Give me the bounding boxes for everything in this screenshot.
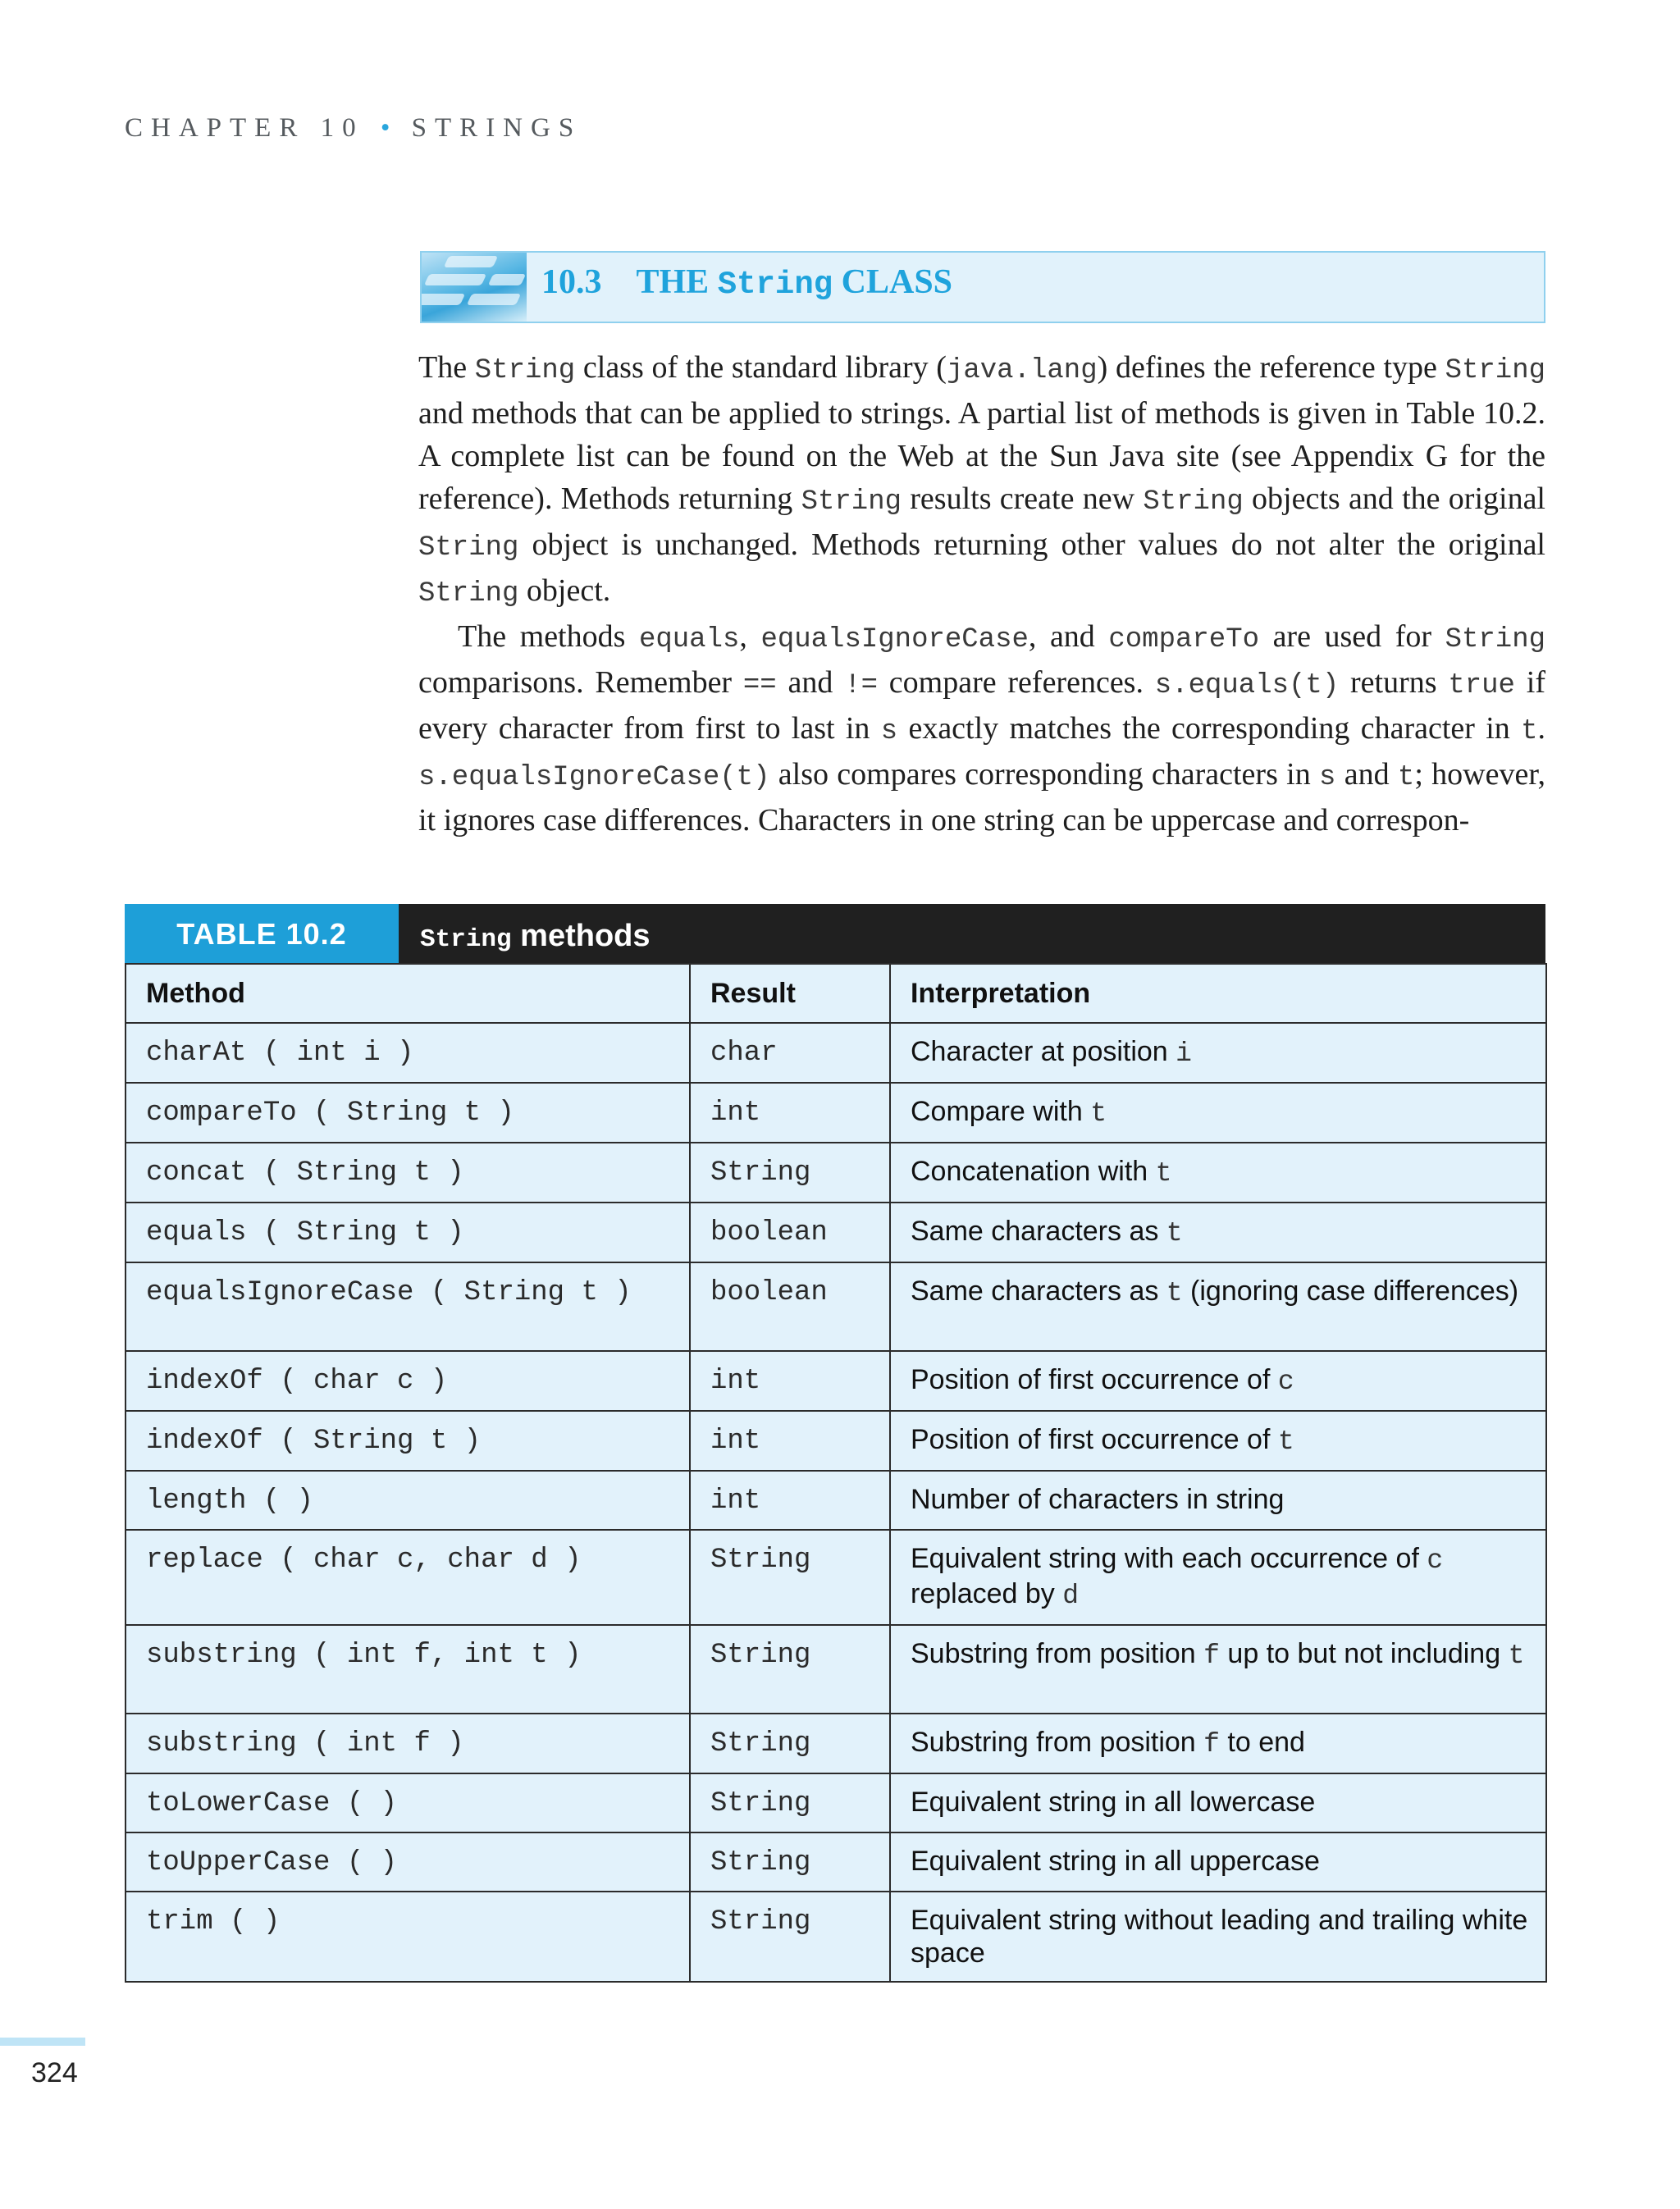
table-row (126, 1143, 1546, 1203)
inline-code: s (880, 716, 898, 747)
method-cell: length ( ) (126, 1471, 690, 1530)
table-row (126, 1773, 1546, 1832)
inline-code: String (1143, 486, 1244, 518)
text-run: to end (1219, 1727, 1305, 1758)
running-header (125, 113, 582, 144)
inline-code: t (1155, 1158, 1172, 1189)
table-header-row (126, 964, 1546, 1023)
inline-code: t (1166, 1278, 1183, 1308)
table-row (126, 1083, 1546, 1143)
page-number: 324 (31, 2057, 78, 2088)
inline-code: f (1203, 1641, 1220, 1671)
table-row (126, 1351, 1546, 1411)
text-run: Compare with (911, 1096, 1091, 1127)
inline-code: true (1448, 670, 1515, 701)
text-run: Same characters as (911, 1276, 1166, 1307)
inline-code: String (1445, 624, 1545, 655)
method-cell: indexOf ( char c ) (126, 1351, 690, 1411)
text-run: exactly matches the corresponding character in (897, 711, 1522, 746)
text-run: and methods that can be applied to strings. A partial list of methods is given in Table 10.2. A complete list can be found on the Web at the Sun Java site (see Appendix G for the reference). Methods returning (418, 396, 1545, 516)
table-title-text: methods (511, 919, 651, 953)
interpretation-cell (890, 1471, 1546, 1530)
text-run: compare references. (877, 665, 1155, 700)
table-row (126, 1892, 1546, 1982)
result-cell: String (690, 1625, 890, 1714)
inline-code: java.lang (946, 355, 1098, 386)
result-cell: String (690, 1773, 890, 1832)
interpretation-cell (890, 1625, 1546, 1714)
section-banner (420, 251, 1545, 323)
text-run: up to but not including (1219, 1638, 1509, 1669)
body-text (418, 346, 1545, 842)
inline-code: s (1319, 762, 1336, 793)
table-row (126, 1530, 1546, 1625)
table-row (126, 1832, 1546, 1892)
result-cell: int (690, 1083, 890, 1143)
inline-code: compareTo (1108, 624, 1260, 655)
table-row (126, 1411, 1546, 1471)
method-cell: charAt ( int i ) (126, 1023, 690, 1083)
text-run: Equivalent string in all uppercase (911, 1846, 1320, 1877)
method-cell: equals ( String t ) (126, 1203, 690, 1262)
inline-code: t (1277, 1426, 1294, 1457)
interpretation-cell (890, 1832, 1546, 1892)
interpretation-cell (890, 1773, 1546, 1832)
inline-code: s.equalsIgnoreCase(t) (418, 762, 770, 793)
text-run: ) defines the reference type (1097, 350, 1445, 385)
method-cell: indexOf ( String t ) (126, 1411, 690, 1471)
text-run: ; however, it ignores case differences. Characters in one string can be uppercase and correspon- (418, 757, 1545, 838)
text-run: are used for (1259, 619, 1445, 654)
text-run: The (418, 350, 475, 385)
interpretation-cell (890, 1262, 1546, 1351)
header-interpretation: Interpretation (890, 964, 1546, 1023)
text-run: comparisons. Remember (418, 665, 743, 700)
paragraph-1 (418, 346, 1545, 615)
section-title-pre: THE (636, 263, 718, 301)
table-title-code: String (420, 925, 512, 954)
text-run: , and (1028, 619, 1109, 654)
table-row (126, 1714, 1546, 1773)
text-run: Equivalent string with each occurrence of (911, 1543, 1427, 1574)
method-cell: toUpperCase ( ) (126, 1832, 690, 1892)
inline-code: f (1203, 1729, 1220, 1759)
inline-code: d (1062, 1581, 1080, 1611)
result-cell: char (690, 1023, 890, 1083)
inline-code: s.equals(t) (1154, 670, 1340, 701)
inline-code: t (1090, 1098, 1107, 1129)
table-row (126, 1023, 1546, 1083)
method-cell: equalsIgnoreCase ( String t ) (126, 1262, 690, 1351)
table-caption (125, 904, 1545, 963)
interpretation-cell (890, 1023, 1546, 1083)
text-run: , (739, 619, 761, 654)
text-run: Substring from position (911, 1727, 1204, 1758)
text-run: Concatenation with (911, 1156, 1156, 1187)
inline-code: String (1445, 355, 1546, 386)
text-run: Equivalent string in all lowercase (911, 1787, 1316, 1818)
result-cell: boolean (690, 1262, 890, 1351)
interpretation-cell (890, 1351, 1546, 1411)
methods-table-block (125, 904, 1545, 1983)
table-title (420, 904, 651, 963)
interpretation-cell (890, 1203, 1546, 1262)
inline-code: i (1176, 1038, 1192, 1069)
text-run: The methods (458, 619, 639, 654)
result-cell: String (690, 1143, 890, 1203)
inline-code: String (418, 578, 519, 609)
text-run: if every character from first to last in (418, 665, 1545, 746)
text-run: object is unchanged. Methods returning other values do not alter the original (518, 527, 1545, 562)
section-number: 10.3 (541, 263, 602, 301)
methods-table (125, 963, 1547, 1983)
inline-code: t (1508, 1641, 1525, 1671)
inline-code: == (742, 670, 777, 701)
section-title-post: CLASS (833, 263, 953, 301)
interpretation-cell (890, 1714, 1546, 1773)
inline-code: c (1427, 1545, 1444, 1576)
section-title-code: String (717, 267, 833, 303)
text-run: Substring from position (911, 1638, 1204, 1669)
inline-code: != (844, 670, 878, 701)
method-cell: substring ( int f ) (126, 1714, 690, 1773)
result-cell: int (690, 1411, 890, 1471)
result-cell: String (690, 1892, 890, 1982)
inline-code: t (1397, 762, 1415, 793)
text-run: also compares corresponding characters in (769, 757, 1320, 792)
result-cell: String (690, 1832, 890, 1892)
table-row (126, 1262, 1546, 1351)
method-cell: trim ( ) (126, 1892, 690, 1982)
method-cell: replace ( char c, char d ) (126, 1530, 690, 1625)
text-run: objects and the original (1243, 482, 1545, 516)
text-run: results create new (902, 482, 1144, 516)
header-result: Result (690, 964, 890, 1023)
interpretation-cell (890, 1143, 1546, 1203)
paragraph-2 (418, 615, 1545, 842)
chapter-label: CHAPTER 10 (125, 113, 364, 143)
inline-code: t (1166, 1218, 1183, 1248)
text-run: Same characters as (911, 1216, 1166, 1247)
inline-code: equals (638, 624, 740, 655)
method-cell: toLowerCase ( ) (126, 1773, 690, 1832)
header-method: Method (126, 964, 690, 1023)
text-run: Equivalent string without leading and trailing white space (911, 1905, 1528, 1969)
text-run: and (776, 665, 845, 700)
header-bullet: • (380, 113, 390, 143)
table-row (126, 1203, 1546, 1262)
text-run: returns (1339, 665, 1449, 700)
inline-code: t (1521, 716, 1538, 747)
text-run: Number of characters in string (911, 1484, 1285, 1515)
interpretation-cell (890, 1892, 1546, 1982)
table-label: TABLE 10.2 (125, 904, 399, 963)
text-run: Position of first occurrence of (911, 1364, 1278, 1395)
result-cell: int (690, 1351, 890, 1411)
text-run: object. (518, 573, 611, 608)
method-cell: compareTo ( String t ) (126, 1083, 690, 1143)
text-run: and (1335, 757, 1398, 792)
text-run: replaced by (911, 1578, 1063, 1609)
chapter-topic: STRINGS (411, 113, 582, 143)
inline-code: String (418, 532, 519, 564)
table-row (126, 1625, 1546, 1714)
interpretation-cell (890, 1411, 1546, 1471)
text-run: . (1537, 711, 1546, 746)
section-heading (541, 262, 952, 303)
inline-code: equalsIgnoreCase (760, 624, 1029, 655)
interpretation-cell (890, 1530, 1546, 1625)
interpretation-cell (890, 1083, 1546, 1143)
table-body (126, 1023, 1546, 1982)
inline-code: String (474, 355, 576, 386)
result-cell: boolean (690, 1203, 890, 1262)
method-cell: substring ( int f, int t ) (126, 1625, 690, 1714)
text-run: class of the standard library ( (575, 350, 947, 385)
text-run: Position of first occurrence of (911, 1424, 1278, 1455)
text-run: Character at position (911, 1036, 1176, 1067)
folio-bar (0, 2038, 85, 2046)
inline-code: String (801, 486, 902, 518)
result-cell: int (690, 1471, 890, 1530)
result-cell: String (690, 1530, 890, 1625)
keyboard-illustration (422, 253, 527, 322)
method-cell: concat ( String t ) (126, 1143, 690, 1203)
table-row (126, 1471, 1546, 1530)
text-run: (ignoring case differences) (1182, 1276, 1519, 1307)
result-cell: String (690, 1714, 890, 1773)
inline-code: c (1277, 1367, 1294, 1397)
